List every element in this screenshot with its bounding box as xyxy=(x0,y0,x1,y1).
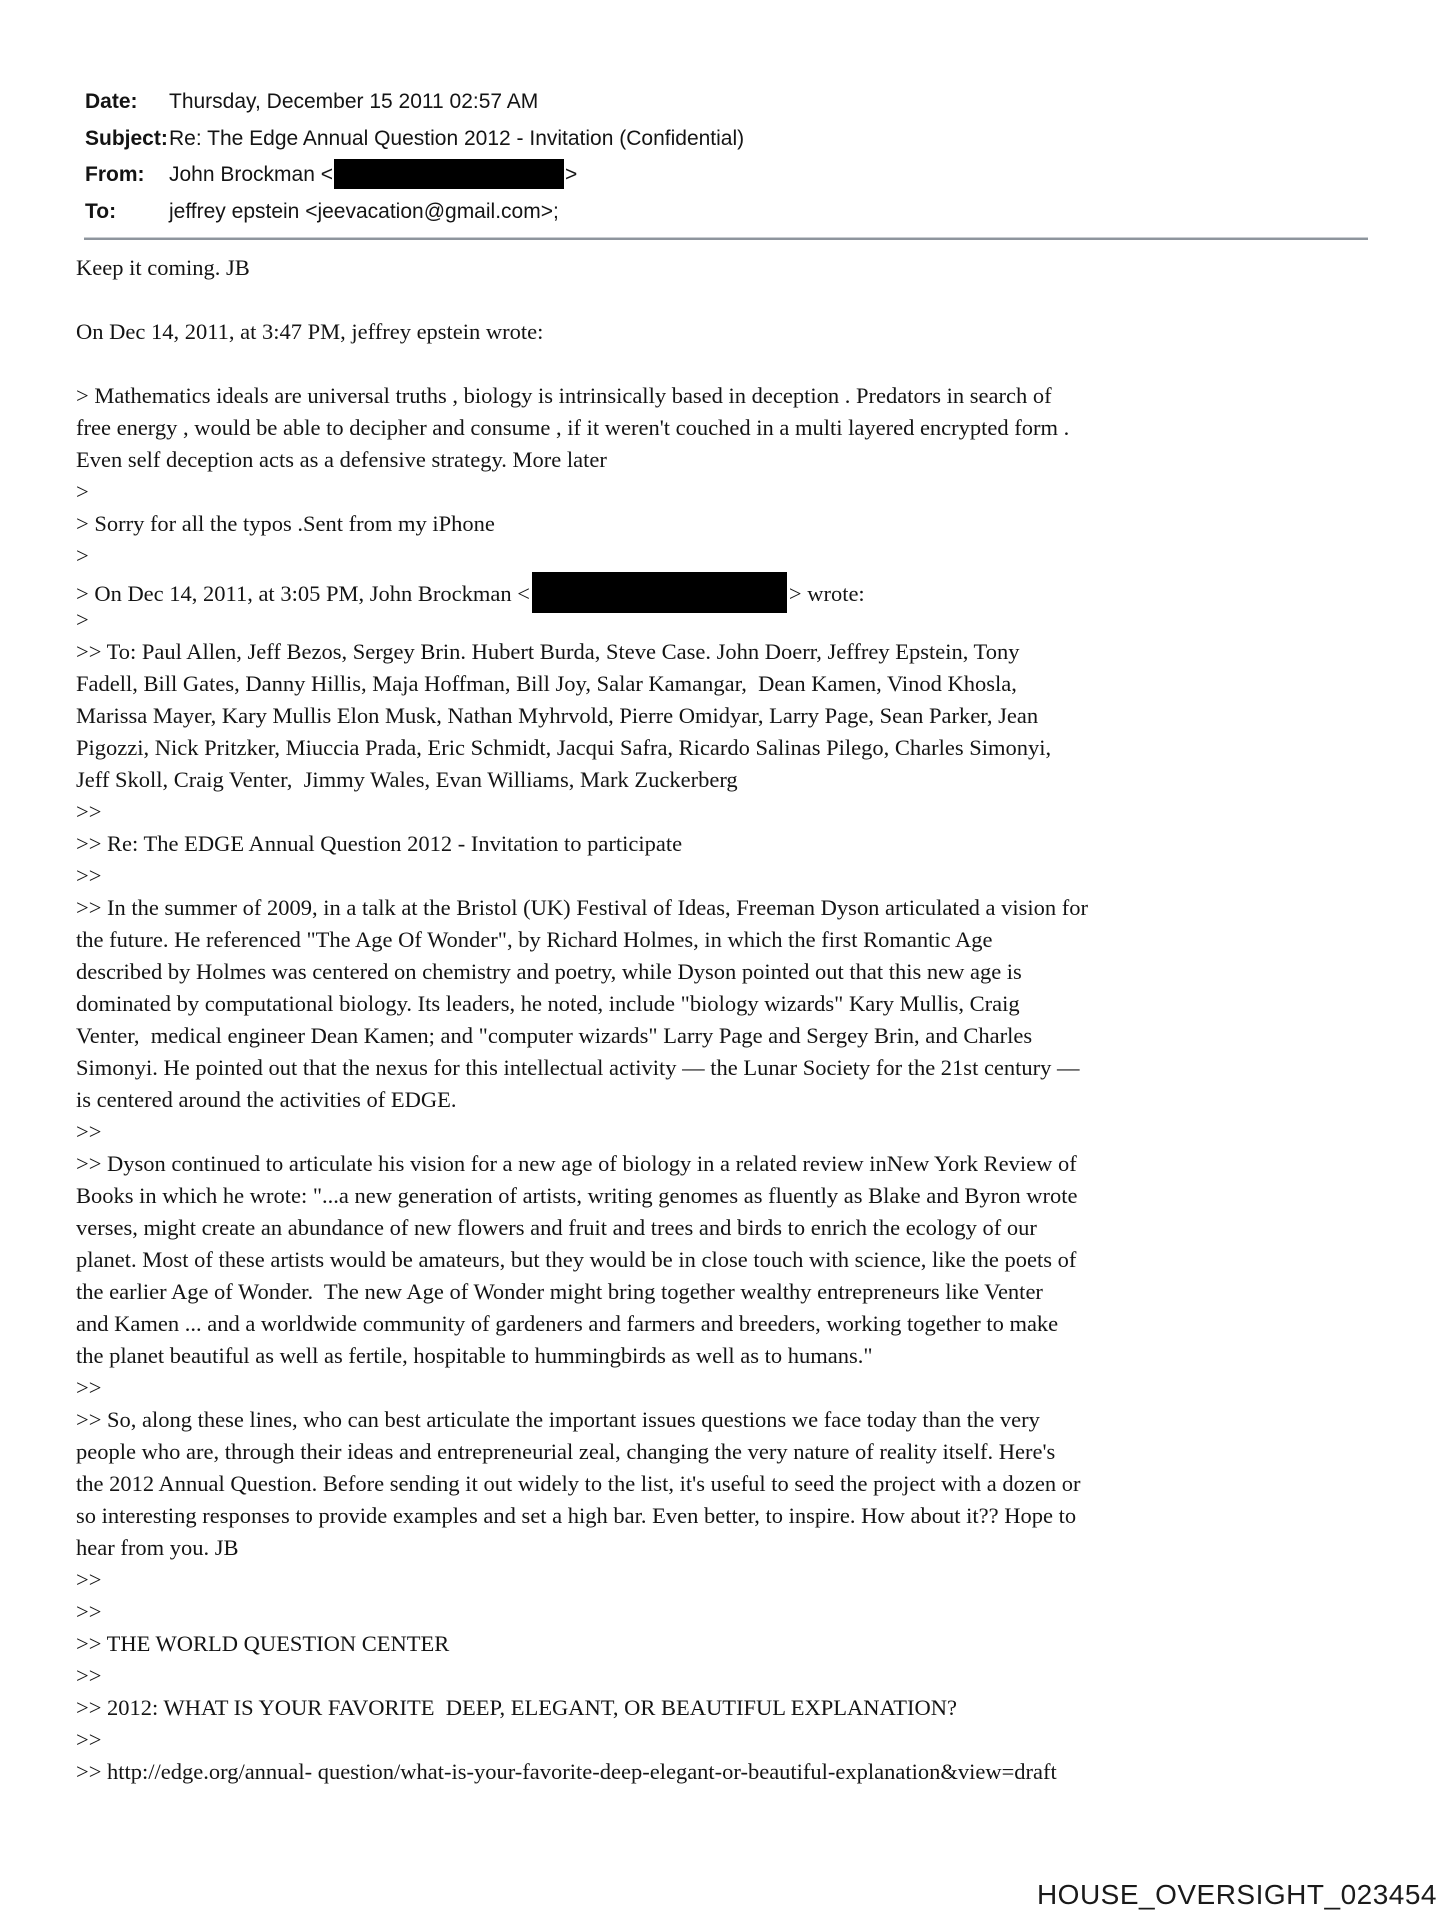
body-line: Books in which he wrote: "...a new generation of artists, writing genomes as fluently as Blake and Byron wrote xyxy=(76,1183,1078,1208)
body-line: >> xyxy=(76,1663,102,1688)
header-divider xyxy=(84,237,1368,240)
body-line: >> 2012: WHAT IS YOUR FAVORITE DEEP, ELEGANT, OR BEAUTIFUL EXPLANATION? xyxy=(76,1695,957,1720)
body-line: >> So, along these lines, who can best articulate the important issues questions we face today than the very xyxy=(76,1407,1040,1432)
body-line: > xyxy=(76,543,89,568)
header-field-label: To: xyxy=(85,199,117,223)
body-line: >> xyxy=(76,1375,102,1400)
body-line: Even self deception acts as a defensive strategy. More later xyxy=(76,447,607,472)
body-line: >> xyxy=(76,1727,102,1752)
email-header xyxy=(85,84,744,230)
body-line: Jeff Skoll, Craig Venter, Jimmy Wales, Evan Williams, Mark Zuckerberg xyxy=(76,767,738,792)
body-line xyxy=(76,348,1206,380)
email-body xyxy=(76,252,1206,1788)
body-line: >> Re: The EDGE Annual Question 2012 - Invitation to participate xyxy=(76,831,683,856)
body-line: dominated by computational biology. Its leaders, he noted, include "biology wizards" Kary Mullis, Craig xyxy=(76,991,1020,1016)
body-line: > On Dec 14, 2011, at 3:05 PM, John Brockman < > wrote: xyxy=(76,572,1206,604)
header-field-value: John Brockman < > xyxy=(169,157,577,194)
header-field-value: Re: The Edge Annual Question 2012 - Invitation (Confidential) xyxy=(169,126,745,150)
body-line: planet. Most of these artists would be amateurs, but they would be in close touch with science, like the poets of xyxy=(76,1247,1077,1272)
body-line: Simonyi. He pointed out that the nexus for this intellectual activity — the Lunar Society for the 21st century — xyxy=(76,1055,1080,1080)
header-row-to xyxy=(85,194,744,231)
body-line: is centered around the activities of EDGE. xyxy=(76,1087,457,1112)
header-row-date xyxy=(85,84,744,121)
body-line: the earlier Age of Wonder. The new Age of Wonder might bring together wealthy entrepreneurs like Venter xyxy=(76,1279,1043,1304)
body-line: >> In the summer of 2009, in a talk at the Bristol (UK) Festival of Ideas, Freeman Dyson articulated a vision for xyxy=(76,895,1089,920)
body-line: people who are, through their ideas and entrepreneurial zeal, changing the very nature of reality itself. Here's xyxy=(76,1439,1056,1464)
body-line: described by Holmes was centered on chemistry and poetry, while Dyson pointed out that this new age is xyxy=(76,959,1022,984)
body-line: Marissa Mayer, Kary Mullis Elon Musk, Nathan Myhrvold, Pierre Omidyar, Larry Page, Sean Parker, Jean xyxy=(76,703,1039,728)
body-line: Fadell, Bill Gates, Danny Hillis, Maja Hoffman, Bill Joy, Salar Kamangar, Dean Kamen, Vinod Khosla, xyxy=(76,671,1017,696)
body-line: the 2012 Annual Question. Before sending it out widely to the list, it's useful to seed the project with a dozen or xyxy=(76,1471,1081,1496)
body-line: >> xyxy=(76,1599,102,1624)
body-line: > xyxy=(76,607,89,632)
body-line: hear from you. JB xyxy=(76,1535,239,1560)
body-line: free energy , would be able to decipher and consume , if it weren't couched in a multi layered encrypted form . xyxy=(76,415,1070,440)
bates-number: HOUSE_OVERSIGHT_023454 xyxy=(1036,1879,1437,1910)
body-line: >> Dyson continued to articulate his vision for a new age of biology in a related review inNew York Review of xyxy=(76,1151,1077,1176)
body-line: Pigozzi, Nick Pritzker, Miuccia Prada, Eric Schmidt, Jacqui Safra, Ricardo Salinas Pilego, Charles Simonyi, xyxy=(76,735,1052,760)
header-field-value: jeffrey epstein <jeevacation@gmail.com>; xyxy=(169,199,559,223)
body-line: > Mathematics ideals are universal truths , biology is intrinsically based in deception . Predators in search of xyxy=(76,383,1052,408)
body-line: > Sorry for all the typos .Sent from my iPhone xyxy=(76,511,495,536)
body-line: >> THE WORLD QUESTION CENTER xyxy=(76,1631,450,1656)
header-field-label: Date: xyxy=(85,90,138,113)
body-line: >> http://edge.org/annual- question/what-is-your-favorite-deep-elegant-or-beautiful-explanation&view=draft xyxy=(76,1759,1057,1784)
header-field-label: Subject: xyxy=(85,126,168,150)
body-line: Venter, medical engineer Dean Kamen; and "computer wizards" Larry Page and Sergey Brin, and Charles xyxy=(76,1023,1033,1048)
redaction-bar xyxy=(532,572,787,613)
body-line: >> xyxy=(76,1119,102,1144)
body-line xyxy=(76,284,1206,316)
body-line: Keep it coming. JB xyxy=(76,255,250,280)
redaction-bar xyxy=(334,159,564,189)
header-field-value: Thursday, December 15 2011 02:57 AM xyxy=(169,90,539,113)
header-row-from xyxy=(85,157,744,194)
body-line: >> xyxy=(76,1567,102,1592)
body-line: the planet beautiful as well as fertile, hospitable to hummingbirds as well as to humans." xyxy=(76,1343,873,1368)
body-line: verses, might create an abundance of new flowers and fruit and trees and birds to enrich the ecology of our xyxy=(76,1215,1037,1240)
body-line: and Kamen ... and a worldwide community of gardeners and farmers and breeders, working together to make xyxy=(76,1311,1059,1336)
header-row-subject xyxy=(85,121,744,158)
body-line: On Dec 14, 2011, at 3:47 PM, jeffrey epstein wrote: xyxy=(76,319,544,344)
header-field-label: From: xyxy=(85,163,145,186)
body-line: >> xyxy=(76,799,102,824)
body-line: > xyxy=(76,479,89,504)
body-line: the future. He referenced "The Age Of Wonder", by Richard Holmes, in which the first Romantic Age xyxy=(76,927,993,952)
body-line: >> xyxy=(76,863,102,888)
body-line: >> To: Paul Allen, Jeff Bezos, Sergey Brin. Hubert Burda, Steve Case. John Doerr, Jeffrey Epstein, Tony xyxy=(76,639,1020,664)
body-line: so interesting responses to provide examples and set a high bar. Even better, to inspire. How about it?? Hope to xyxy=(76,1503,1077,1528)
